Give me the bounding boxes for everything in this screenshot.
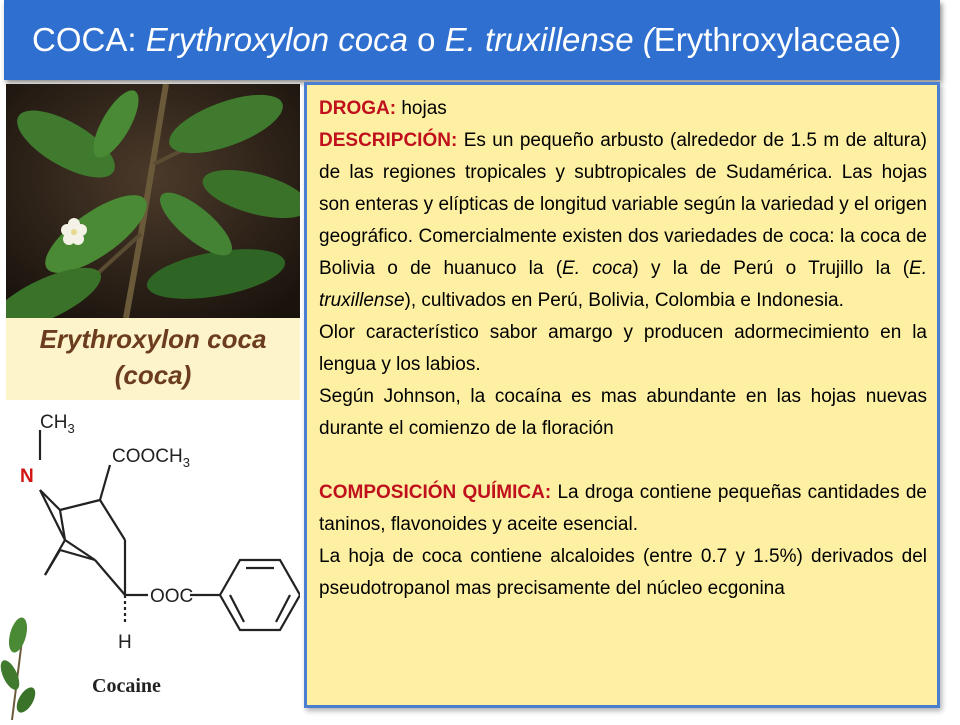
cocaine-structure-diagram xyxy=(0,400,300,720)
structure-nitrogen-label: N xyxy=(20,466,34,487)
leaf-sprig-decoration xyxy=(0,616,39,720)
descripcion-label: DESCRIPCIÓN: xyxy=(319,130,458,151)
title-prefix: COCA: xyxy=(32,21,146,58)
plant-caption-name: Erythroxylon coca xyxy=(39,324,267,354)
title-species-2: E. truxillense xyxy=(444,21,634,58)
olor-paragraph: Olor característico sabor amargo y producen adormecimiento en la lengua y los labios. xyxy=(319,322,927,375)
structure-benzoate-label: OOC xyxy=(150,586,194,607)
coca-plant-photo xyxy=(6,84,300,318)
composicion-text: La droga contiene pequeñas cantidades de taninos, flavonoides y aceite esencial. xyxy=(319,482,927,535)
title-paren-open: ( xyxy=(633,21,654,58)
paragraph-spacer xyxy=(319,445,927,477)
slide-title xyxy=(4,0,940,80)
structure-hydrogen-label: H xyxy=(118,632,132,653)
title-species-1: Erythroxylon coca xyxy=(145,21,408,58)
droga-label: DROGA: xyxy=(319,98,397,119)
title-family: Erythroxylaceae) xyxy=(653,21,902,58)
johnson-paragraph: Según Johnson, la cocaína es mas abundante en las hojas nuevas durante el comienzo de la floración xyxy=(319,386,927,439)
structure-methyl-label: $CH_3$ xyxy=(40,412,75,436)
info-text xyxy=(319,93,927,605)
descripcion-italic-1: E. coca xyxy=(562,258,633,279)
descripcion-paragraph xyxy=(319,125,927,317)
plant-caption xyxy=(6,318,300,400)
coca-plant-image xyxy=(6,84,300,318)
info-panel xyxy=(304,82,940,708)
alcaloides-paragraph: La hoja de coca contiene alcaloides (entre 0.7 y 1.5%) derivados del pseudotropanol mas precisamente del núcleo ecgonina xyxy=(319,546,927,599)
composicion-paragraph xyxy=(319,477,927,541)
descripcion-text-c: ), cultivados en Perú, Bolivia, Colombia e Indonesia. xyxy=(404,290,844,311)
droga-paragraph xyxy=(319,93,927,125)
structure-ester-label: $COOCH_3$ xyxy=(112,446,190,470)
descripcion-italic-2: E. truxillense xyxy=(319,258,927,311)
cocaine-structure xyxy=(0,400,300,720)
descripcion-text-b: ) y la de Perú o Trujillo la ( xyxy=(632,258,910,279)
droga-value: hojas xyxy=(396,98,447,119)
plant-caption-common: (coca) xyxy=(114,360,192,390)
title-connector: o xyxy=(407,21,445,58)
composicion-label: COMPOSICIÓN QUÍMICA: xyxy=(319,482,552,503)
structure-compound-name: Cocaine xyxy=(92,675,161,697)
descripcion-text-a: Es un pequeño arbusto (alrededor de 1.5 m de altura) de las regiones tropicales y subtropicales de Sudamérica. Las hojas son enteras y elípticas de longitud variable según la variedad y el origen geográfico. Comercialmente existen dos variedades de coca: la coca de Bolivia o de huanuco la ( xyxy=(319,130,927,279)
